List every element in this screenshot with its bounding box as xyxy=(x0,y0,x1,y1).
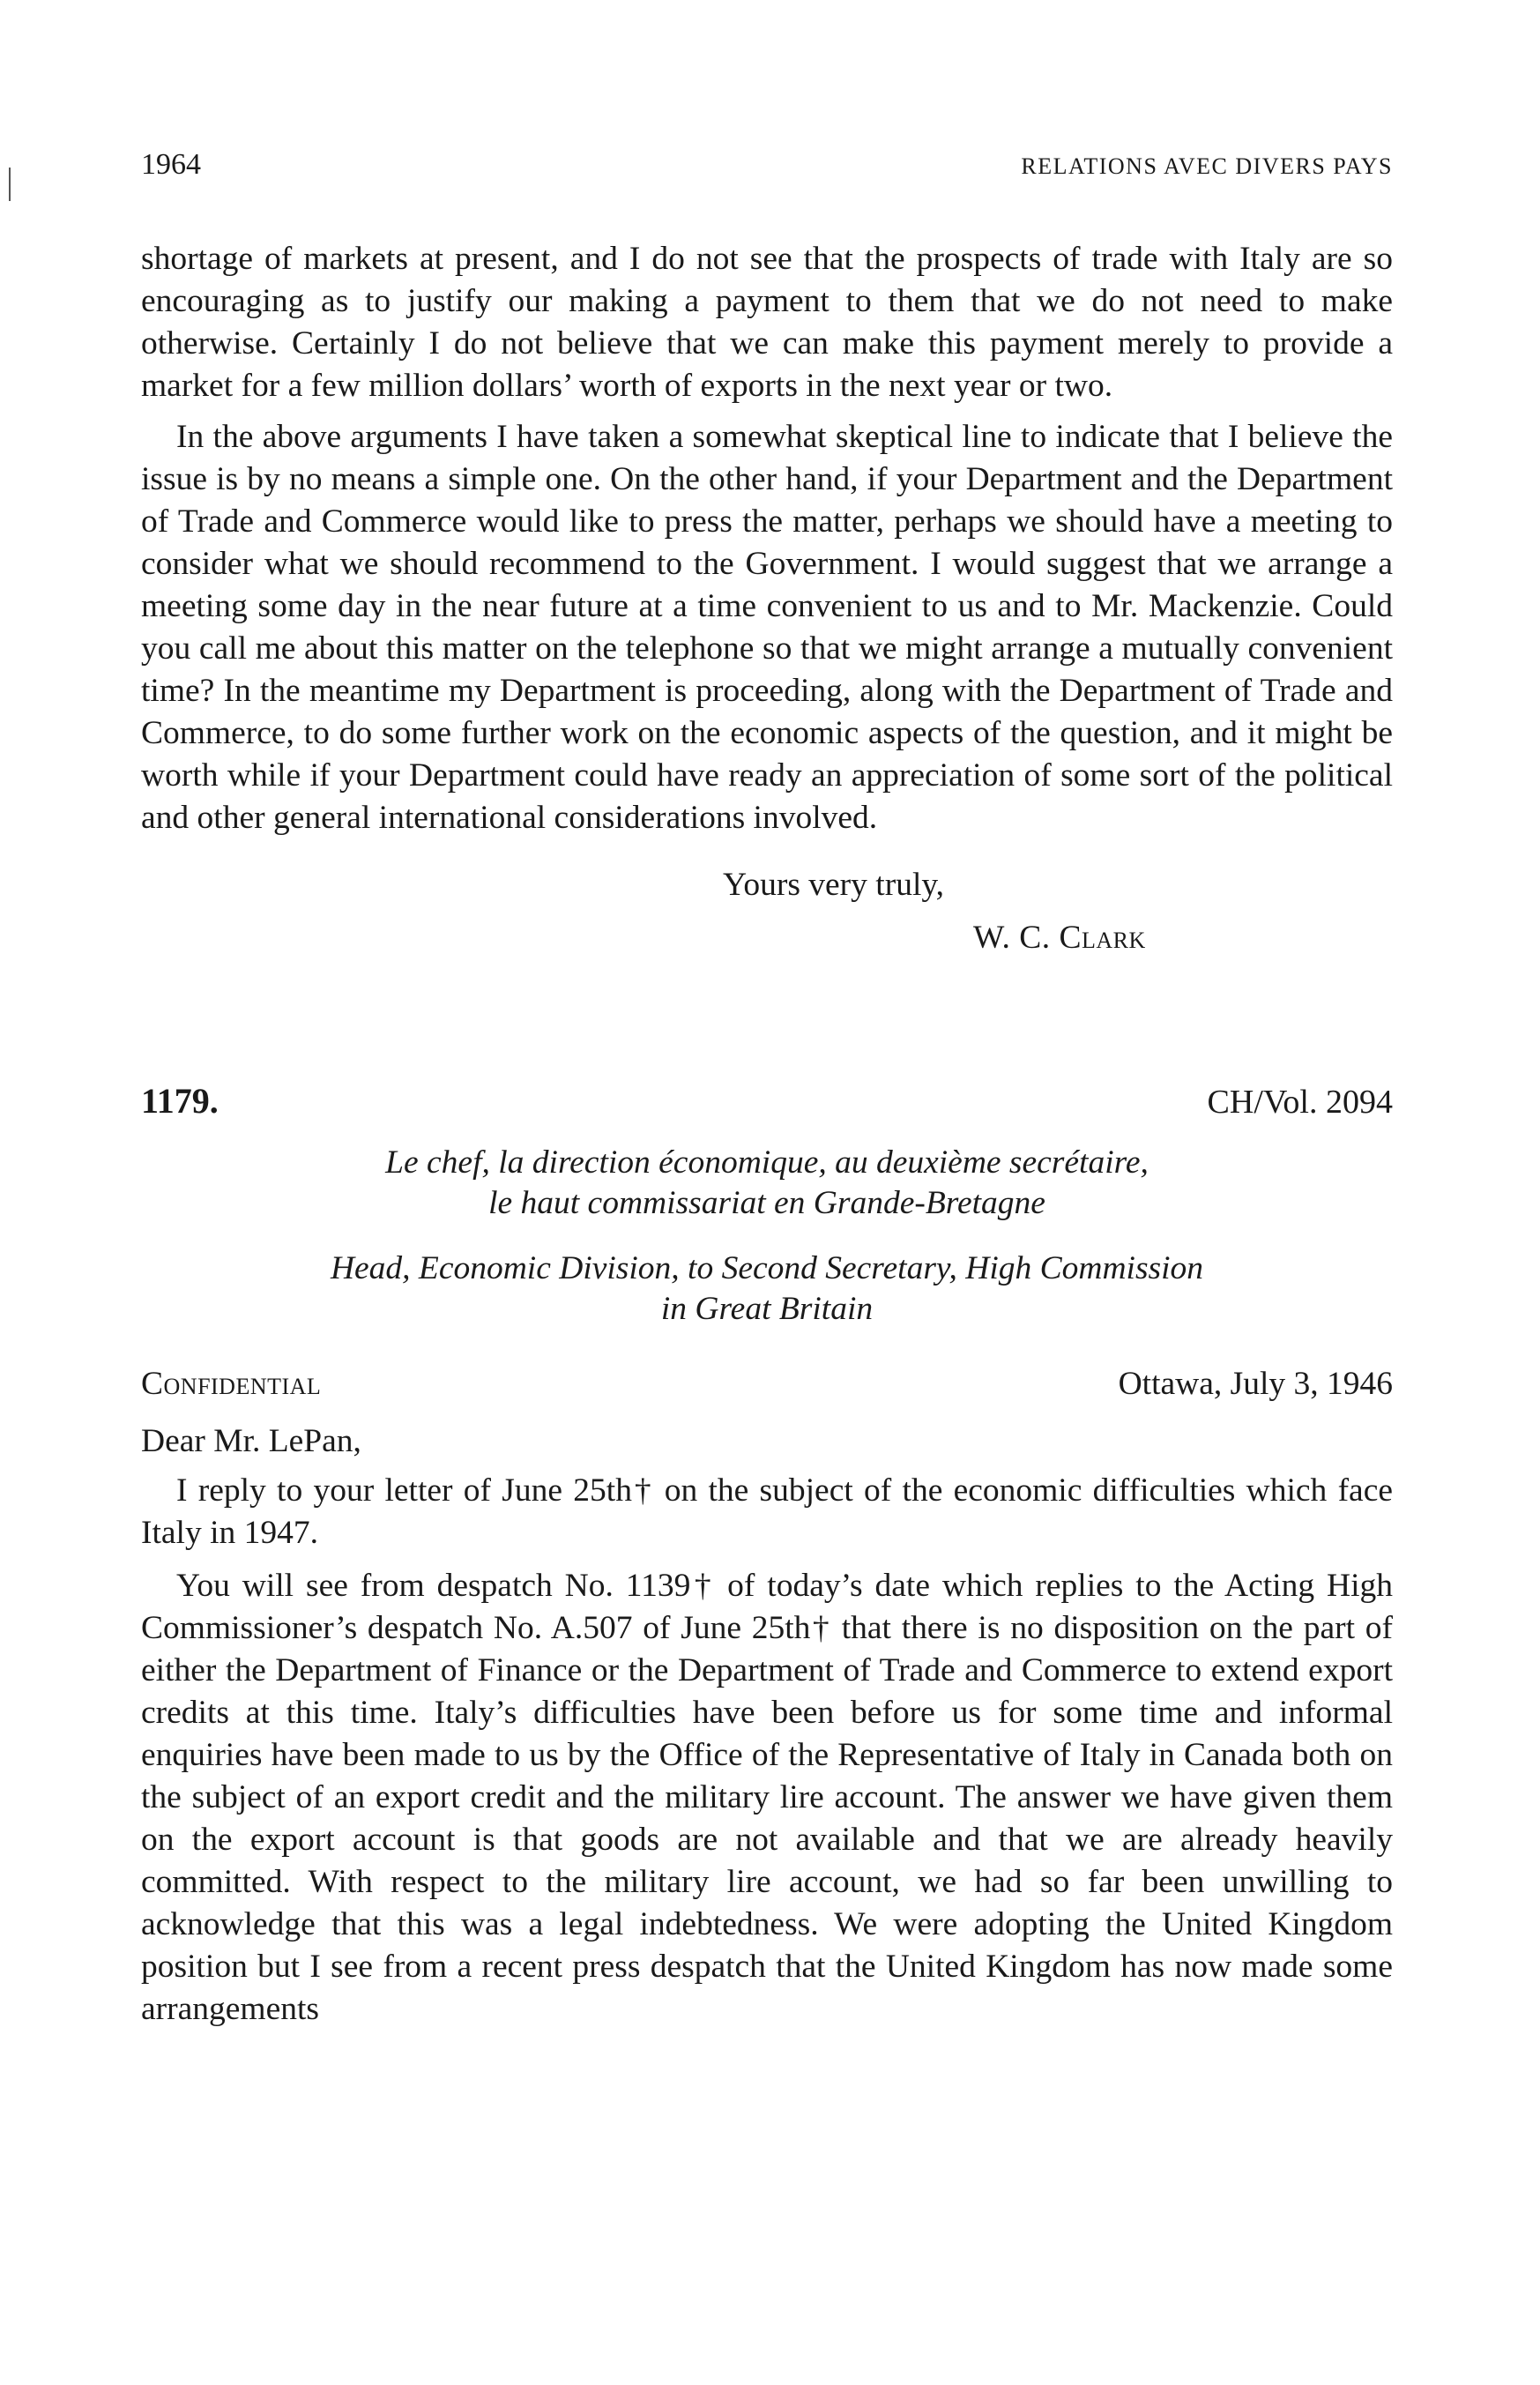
margin-mark xyxy=(9,168,11,201)
letter-paragraph-1: I reply to your letter of June 25th† on the subject of the economic difficulties which face Italy in 1947. xyxy=(141,1472,1393,1551)
letter-closing: Yours very truly, xyxy=(723,867,945,903)
salutation: Dear Mr. LePan, xyxy=(141,1423,361,1459)
title-en-line-2: in Great Britain xyxy=(660,1291,874,1327)
document-title-french xyxy=(141,1143,1393,1224)
document-meta xyxy=(141,1365,1393,1403)
title-fr-line-1: Le chef, la direction économique, au deuxième secrétaire, xyxy=(385,1144,1149,1181)
signature: W. C. Clark xyxy=(973,920,1146,956)
document-header xyxy=(141,1080,1393,1122)
document-number: 1179. xyxy=(141,1081,219,1121)
page-content xyxy=(141,148,1393,2031)
classification-label: Confidential xyxy=(141,1366,322,1402)
archive-reference: CH/Vol. 2094 xyxy=(1207,1084,1393,1121)
title-fr-line-2: le haut commissariat en Grande-Bretagne xyxy=(488,1185,1045,1221)
document-title-english xyxy=(141,1248,1393,1330)
continuation-paragraph-1: shortage of markets at present, and I do not see that the prospects of trade with Italy are so encouraging as to justify our making a payment to them that we do not need to make otherwise. Certainly I do not believe that we can make this payment merely to provide a market for a few million dollars’ worth of exports in the next year or two. xyxy=(141,241,1393,404)
place-date: Ottawa, July 3, 1946 xyxy=(1118,1366,1393,1402)
running-head xyxy=(141,148,1393,201)
running-title: RELATIONS AVEC DIVERS PAYS xyxy=(1021,153,1393,179)
letter-paragraph-2: You will see from despatch No. 1139† of today’s date which replies to the Acting High Commissioner’s despatch No. A.507 of June 25th† that there is no disposition on the part of either the Department of Finance or the Department of Trade and Commerce to extend export credits at this time. Italy’s difficulties have been before us for some time and informal enquiries have been made to us by the Office of the Representative of Italy in Canada both on the subject of an export credit and the military lire account. The answer we have given them on the export account is that goods are not available and that we are already heavily committed. With respect to the military lire account, we had so far been unwilling to acknowledge that this was a legal indebtedness. We were adopting the United Kingdom position but I see from a recent press despatch that the United Kingdom has now made some arrangements xyxy=(141,1568,1393,2027)
continuation-paragraph-2: In the above arguments I have taken a somewhat skeptical line to indicate that I believe the issue is by no means a simple one. On the other hand, if your Department and the Department of Trade and Commerce would like to press the matter, perhaps we should have a meeting to consider what we should recommend to the Government. I would suggest that we arrange a meeting some day in the near future at a time convenient to us and to Mr. Mackenzie. Could you call me about this matter on the telephone so that we might arrange a mutually convenient time? In the meantime my Department is proceeding, along with the Department of Trade and Commerce, to do some further work on the economic aspects of the question, and it might be worth while if your Department could have ready an appreciation of some sort of the political and other general international considerations involved. xyxy=(141,419,1393,836)
title-en-line-1: Head, Economic Division, to Second Secretary, High Commission xyxy=(330,1250,1204,1286)
page-number: 1964 xyxy=(141,148,201,181)
